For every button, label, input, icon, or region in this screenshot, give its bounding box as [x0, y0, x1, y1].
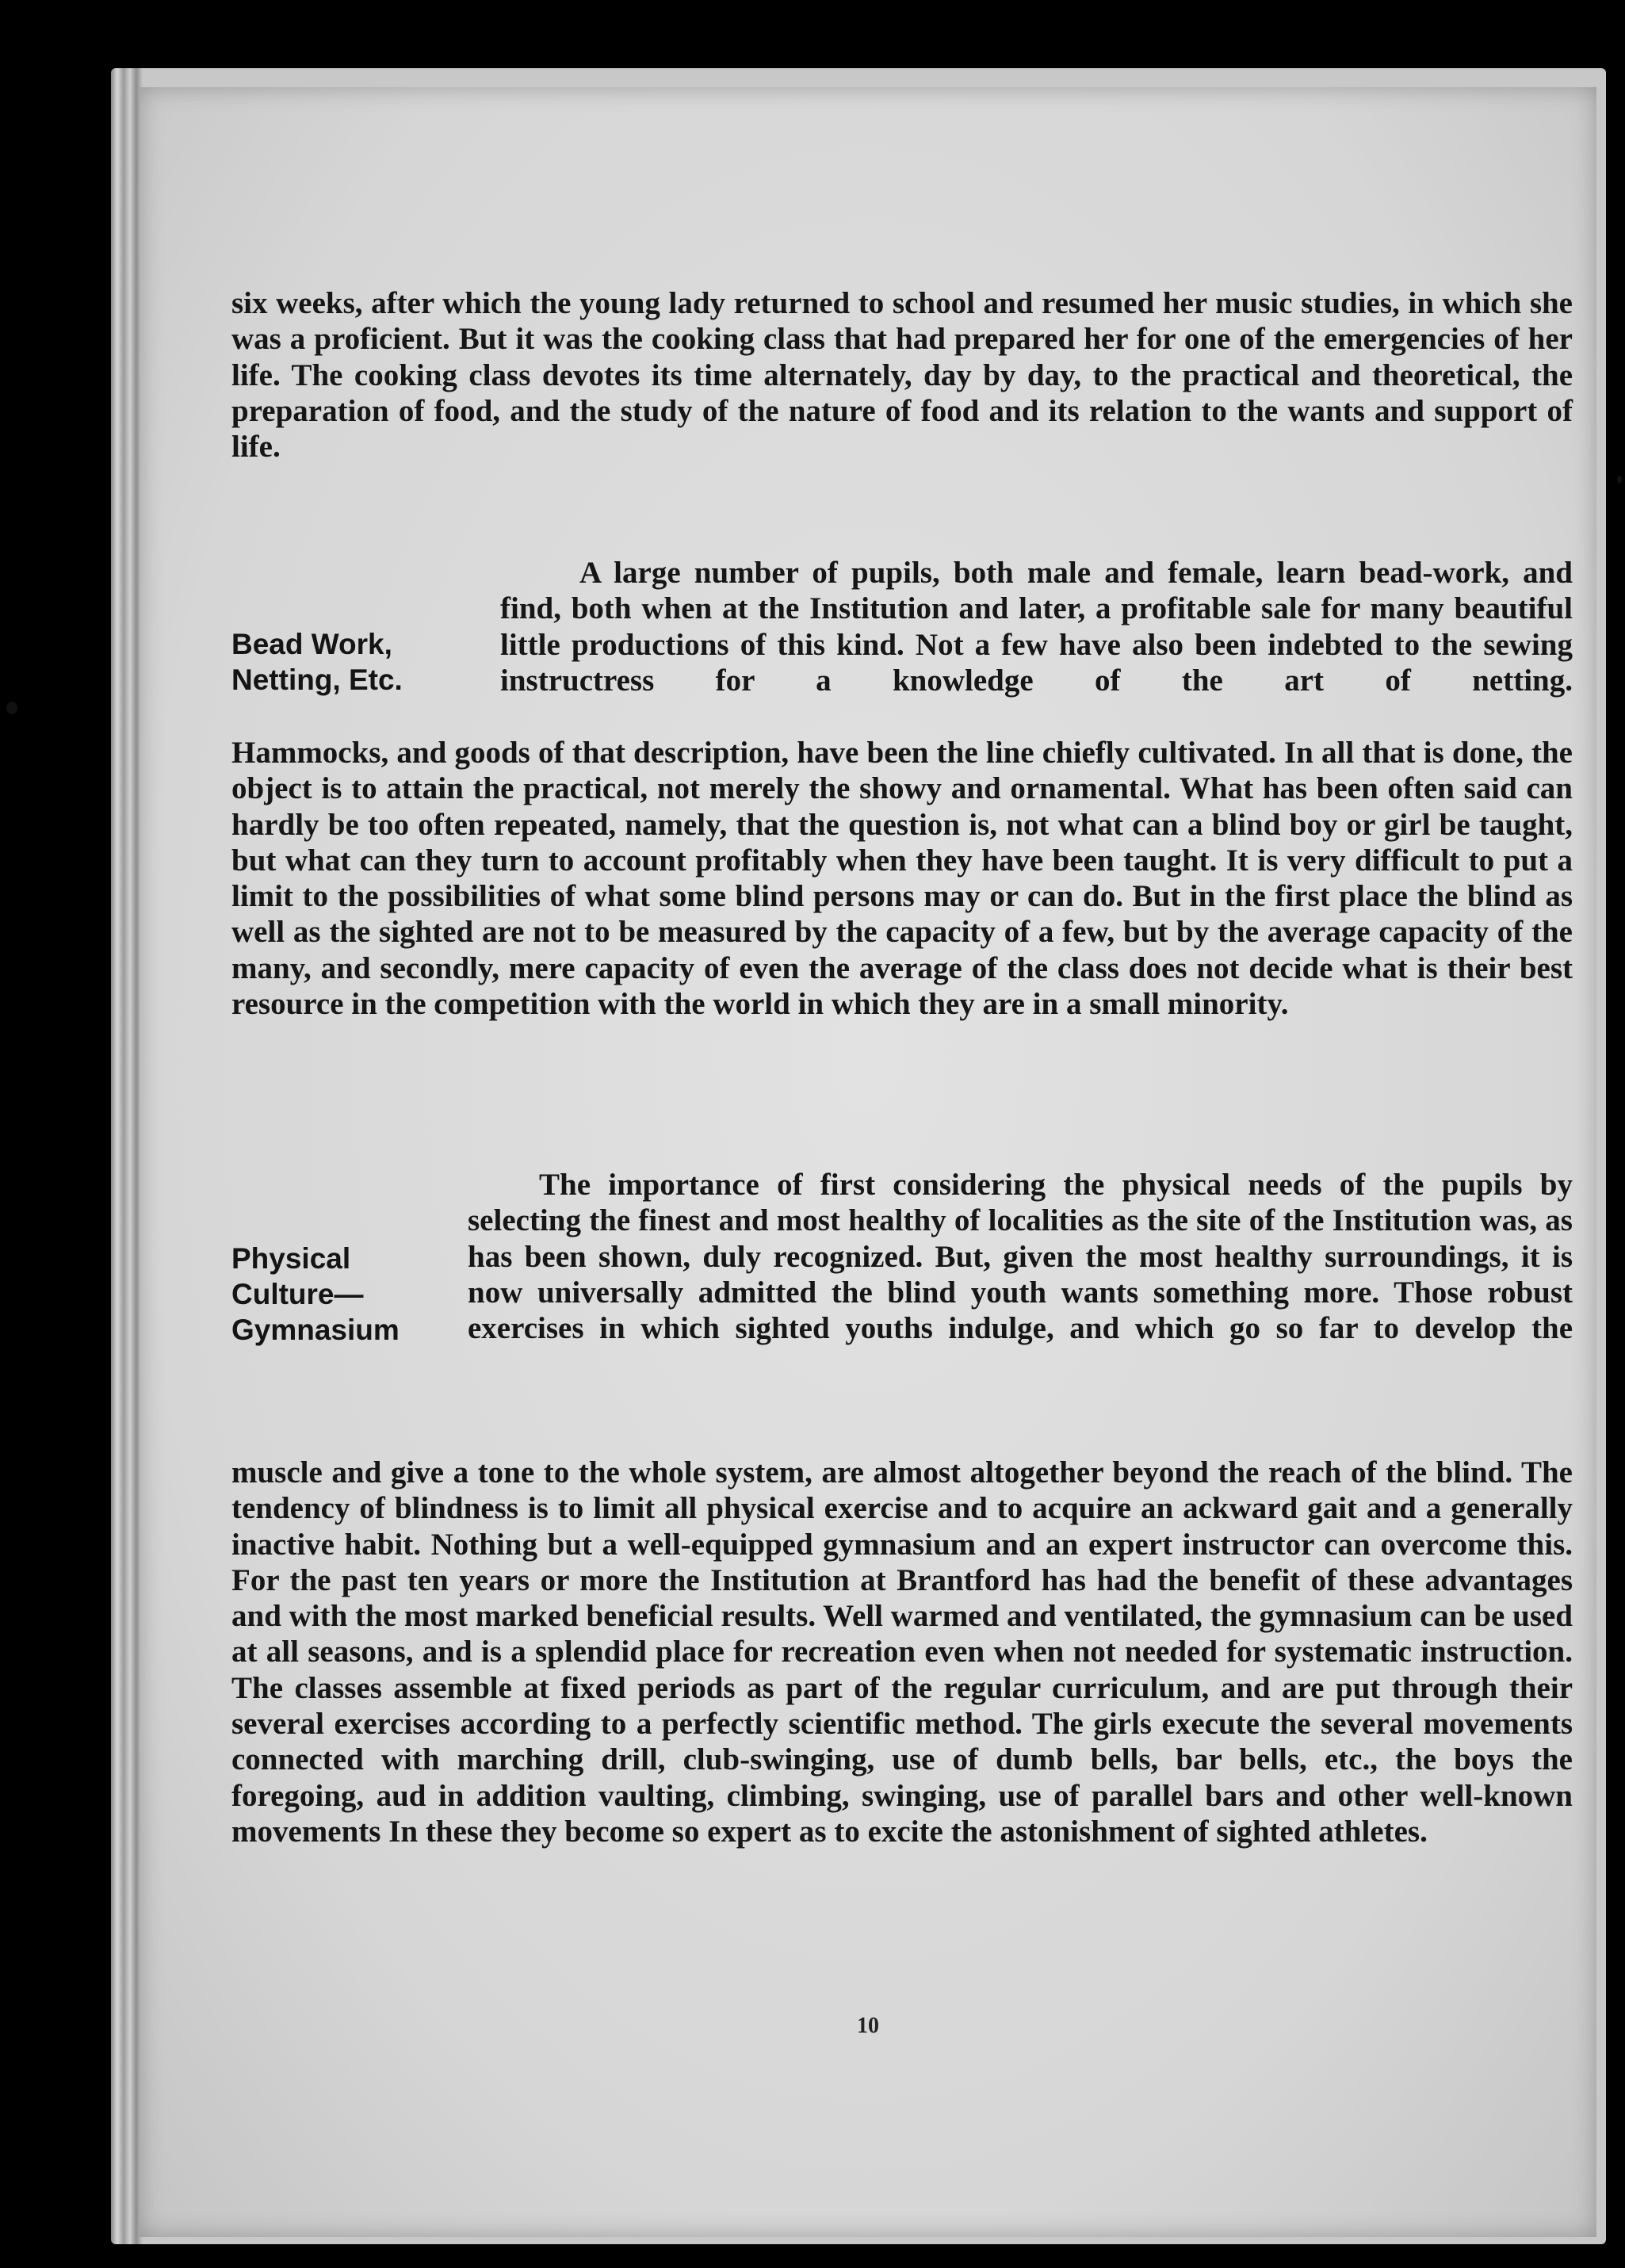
- sidenote-bead-work-line2: Netting, Etc.: [231, 664, 403, 696]
- paragraph-cooking-class: six weeks, after which the young lady returned to school and resumed her music studies, in which she was a proficient. But it was the cooking class that had prepared her for one of the emergencies of her life. The cooking class devotes its time alternately, day by day, to the practical and theoretical, the preparation of food, and the study of the nature of food and its relation to the wants and support of life.: [231, 286, 1573, 465]
- sidenote-physical-culture-line2: Culture—: [231, 1278, 364, 1310]
- paragraph-bead-work-indented: A large number of pupils, both male and female, learn bead-work, and find, both when at the Institution and later, a profitable sale for many beautiful little productions of this kind. Not a few have also been indebted to the sewing instructress for a knowledge of the art of netting.: [500, 556, 1573, 698]
- paragraph-physical-culture-continued: muscle and give a tone to the whole system, are almost altogether beyond the reach of the blind. The tendency of blindness is to limit all physical exercise and to acquire an ackward gait and a generally inactive habit. Nothing but a well-equipped gymnasium and an expert instructor can overcome this. For the past ten years or more the Institution at Brantford has had the benefit of these advantages and with the most marked beneficial results. Well warmed and ventilated, the gymnasium can be used at all seasons, and is a splendid place for recreation even when not needed for systematic instruction. The classes assemble at fixed periods as part of the regular curriculum, and are put through their several exercises according to a perfectly scientific method. The girls execute the several movements connected with marching drill, club-swinging, use of dumb bells, bar bells, etc., the boys the foregoing, aud in addition vaulting, climbing, swinging, use of parallel bars and other well-known movements In these they become so expert as to excite the astonishment of sighted athletes.: [231, 1455, 1573, 1849]
- book-page: [140, 87, 1596, 2237]
- sidenote-physical-culture-line1: Physical: [231, 1242, 351, 1275]
- ink-speck: [1617, 476, 1622, 484]
- paragraph-bead-work-continued: Hammocks, and goods of that description, have been the line chiefly cultivated. In all that is done, the object is to attain the practical, not merely the showy and ornamental. What has been often said can hardly be too often repeated, namely, that the question is, not what can a blind boy or girl be taught, but what can they turn to account profitably when they have been taught. It is very difficult to put a limit to the possibilities of what some blind persons may or can do. But in the first place the blind as well as the sighted are not to be measured by the capacity of a few, but by the average capacity of the many, and secondly, mere capacity of even the average of the class does not decide what is their best resource in the competition with the world in which they are in a small minority.: [231, 736, 1573, 1022]
- paragraph-physical-culture-indented: The importance of first considering the physical needs of the pupils by selecting the finest and most healthy of localities as the site of the Institution was, as has been shown, duly recognized. But, given the most healthy surroundings, it is now universally admitted the blind youth wants something more. Those robust exercises in which sighted youths indulge, and which go so far to develop the: [468, 1168, 1573, 1346]
- sidenote-bead-work: [231, 626, 485, 698]
- page-number: 10: [857, 2014, 879, 2038]
- ink-speck: [6, 702, 17, 714]
- sidenote-physical-culture-line3: Gymnasium: [231, 1314, 400, 1346]
- sidenote-bead-work-line1: Bead Work,: [231, 628, 392, 660]
- sidenote-physical-culture: [231, 1241, 485, 1348]
